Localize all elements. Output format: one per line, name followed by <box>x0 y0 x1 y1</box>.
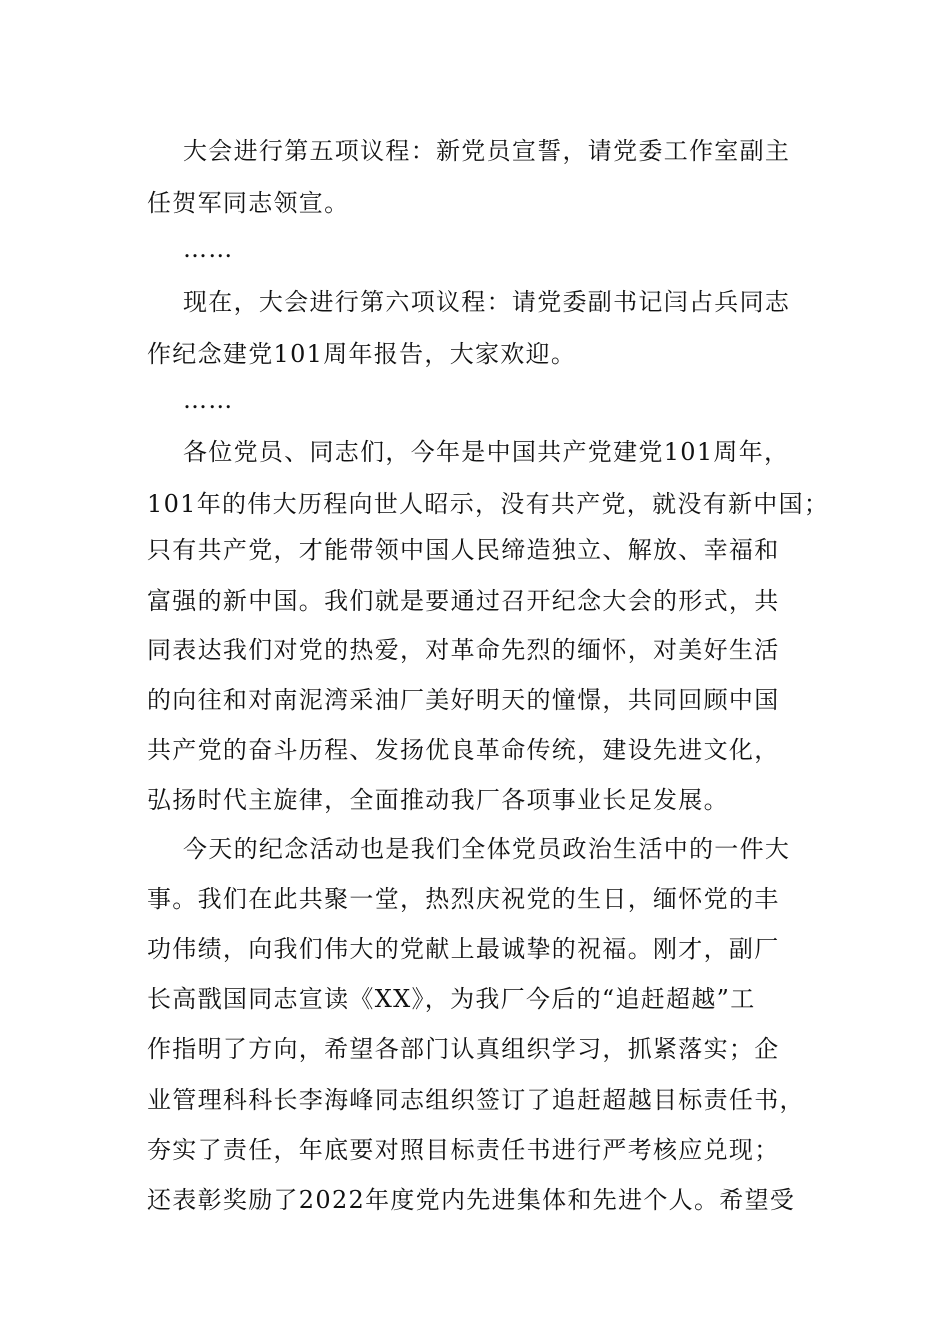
text-line: 任贺军同志领宣。 <box>147 189 350 217</box>
text-line: 只有共产党，才能带领中国人民缔造独立、解放、幸福和 <box>147 536 780 564</box>
text-line: 富强的新中国。我们就是要通过召开纪念大会的形式，共 <box>147 587 780 615</box>
text-line: 长高戬国同志宣读《XX》，为我厂今后的“追赶超越”工 <box>147 985 756 1013</box>
text-line: 作纪念建党101周年报告，大家欢迎。 <box>147 340 577 368</box>
text-line: 夯实了责任，年底要对照目标责任书进行严考核应兑现； <box>147 1136 780 1164</box>
text-line: 功伟绩，向我们伟大的党献上最诚挚的祝福。刚才，副厂 <box>147 935 780 963</box>
text-line: 弘扬时代主旋律，全面推动我厂各项事业长足发展。 <box>147 786 729 814</box>
text-line: 各位党员、同志们，今年是中国共产党建党101周年， <box>183 438 790 466</box>
text-line: 事。我们在此共聚一堂，热烈庆祝党的生日，缅怀党的丰 <box>147 885 780 913</box>
text-line: 101年的伟大历程向世人昭示，没有共产党，就没有新中国； <box>147 490 830 518</box>
text-line: 共产党的奋斗历程、发扬优良革命传统，建设先进文化， <box>147 736 780 764</box>
text-line: 业管理科科长李海峰同志组织签订了追赶超越目标责任书， <box>147 1086 805 1114</box>
ellipsis-line: …… <box>183 235 234 263</box>
text-line: 还表彰奖励了2022年度党内先进集体和先进个人。希望受 <box>147 1186 796 1214</box>
text-line: 今天的纪念活动也是我们全体党员政治生活中的一件大 <box>183 835 791 863</box>
text-line: 作指明了方向，希望各部门认真组织学习，抓紧落实；企 <box>147 1035 780 1063</box>
text-line: 现在，大会进行第六项议程：请党委副书记闫占兵同志 <box>183 288 791 316</box>
ellipsis-line: …… <box>183 386 234 414</box>
text-line: 大会进行第五项议程：新党员宣誓，请党委工作室副主 <box>183 137 791 165</box>
text-line: 同表达我们对党的热爱，对革命先烈的缅怀，对美好生活 <box>147 636 780 664</box>
text-line: 的向往和对南泥湾采油厂美好明天的憧憬，共同回顾中国 <box>147 686 780 714</box>
